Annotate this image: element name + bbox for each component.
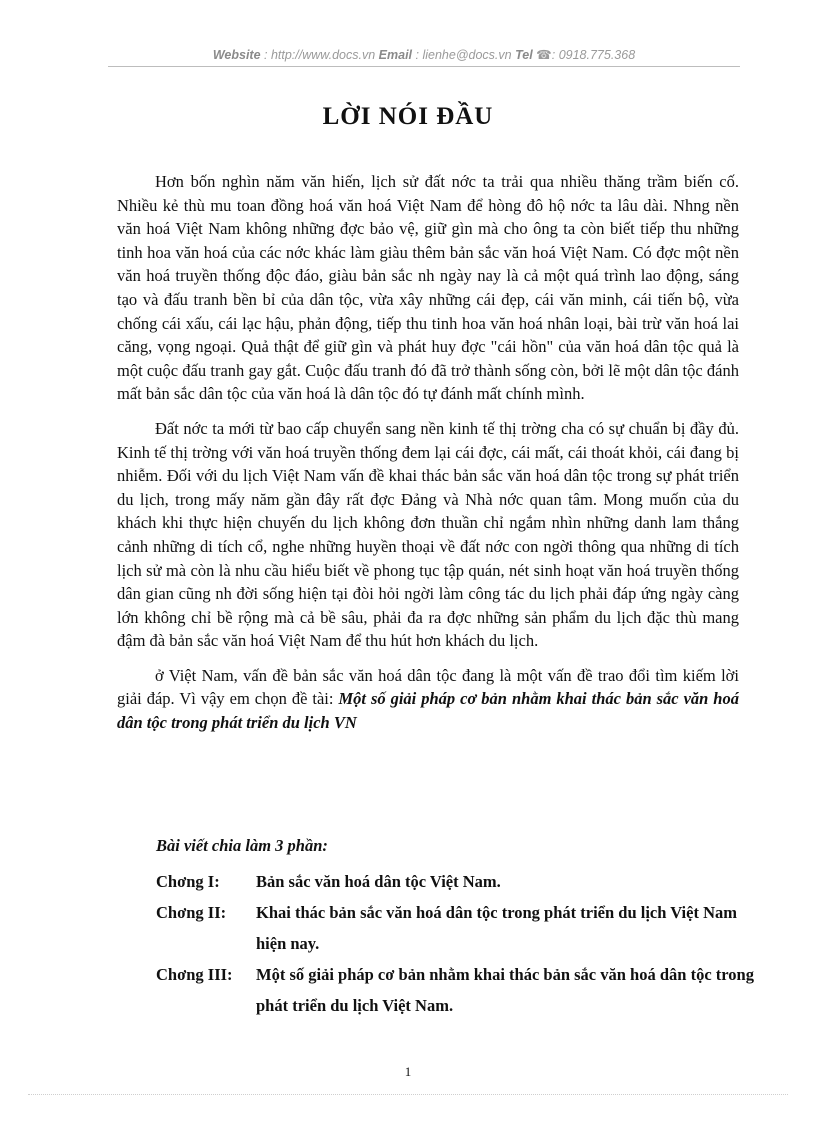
outline-intro: Bài viết chia làm 3 phần: (156, 836, 328, 855)
document-body (117, 170, 739, 746)
chapter-title: Khai thác bản sắc văn hoá dân tộc trong phát triển du lịch Việt Nam hiện nay. (256, 903, 737, 953)
chapter-number: Chơng I: (156, 872, 220, 891)
paragraph-3 (117, 664, 739, 735)
chapter-item (156, 866, 756, 897)
phone-icon: ☎ (536, 48, 552, 62)
page-header (108, 47, 740, 62)
chapter-title: Một số giải pháp cơ bản nhằm khai thác bản sắc văn hoá dân tộc trong phát triển du lịch Việt Nam. (256, 965, 754, 1015)
paragraph-1: Hơn bốn nghìn năm văn hiến, lịch sử đất nớc ta trải qua nhiều thăng trầm biến cố. Nhiều kẻ thù mu toan đồng hoá văn hoá Việt Nam để hòng đô hộ nớc ta lâu dài. Nhng nền văn hoá Việt Nam không những đợc bảo vệ, giữ gìn mà cho ông ta còn biết tiếp thu những tinh hoa văn hoá của các nớc khác làm giàu thêm bản sắc văn hoá Việt Nam. Có đợc một nền văn hoá truyền thống độc đáo, giàu bản sắc nh ngày nay là cả một quá trình lao động, sáng tạo và đấu tranh bền bỉ của dân tộc, vừa xây những cái đẹp, cái văn minh, cái tiến bộ, vừa chống cái xấu, cái lạc hậu, phản động, tiếp thu tinh hoa văn hoá nhân loại, bài trừ văn hoá lai căng, vọng ngoại. Quả thật để giữ gìn và phát huy đợc "cái hồn" của văn hoá dân tộc quả là một cuộc đấu tranh gay gắt. Cuộc đấu tranh đó đã trở thành sống còn, bởi lẽ một dân tộc đánh mất bản sắc dân tộc của văn hoá là dân tộc đó tự đánh mất chính mình. (117, 172, 739, 404)
chapter-number: Chơng II: (156, 903, 227, 922)
footer-divider (28, 1094, 788, 1095)
chapter-item (156, 897, 756, 959)
email-value: : lienhe@docs.vn (415, 48, 512, 62)
chapter-item (156, 959, 756, 1021)
header-divider (108, 66, 740, 67)
email-label: Email (378, 48, 413, 62)
website-label: Website (212, 48, 261, 62)
paragraph-3-lead: ở Việt Nam, vấn đề bản sắc văn hoá dân tộc đang là một vấn đề trao đổi tìm kiếm lời giải đáp. Vì vậy em chọn đề tài: (117, 665, 739, 709)
website-value: : http://www.docs.vn (264, 48, 376, 62)
page-title: LỜI NÓI ĐẦU (322, 103, 494, 130)
paragraph-2: Đất nớc ta mới từ bao cấp chuyển sang nền kinh tế thị trờng cha có sự chuẩn bị đầy đủ. Kinh tế thị trờng với văn hoá truyền thống đem lại cái đợc, cái mất, cái thoát khỏi, cái đang bị nhiễm. Đối với du lịch Việt Nam vấn đề khai thác bản sắc văn hoá dân tộc trong sự phát triển du lịch, trong mấy năm gần đây rất đợc Đảng và Nhà nớc quan tâm. Mong muốn của du khách khi thực hiện chuyến du lịch không đơn thuần chỉ ngắm nhìn những danh lam thắng cảnh những di tích cổ, nghe những huyền thoại về đất nớc con ngời thông qua những di tích lịch sử mà còn là nhu cầu hiểu biết về phong tục tập quán, nét sinh hoạt văn hoá truyền thống dân gian cũng nh đời sống hiện tại đòi hỏi ngời làm công tác du lịch phải đáp ứng ngày càng lớn không chỉ bề rộng mà cả bề sâu, phải đa ra đợc những sản phẩm du lịch đặc thù mang đậm đà bản sắc văn hoá Việt Nam để thu hút hơn khách du lịch. (117, 418, 739, 651)
tel-value: : 0918.775.368 (551, 48, 636, 62)
chapter-title: Bản sắc văn hoá dân tộc Việt Nam. (256, 872, 501, 891)
tel-label: Tel (515, 48, 533, 62)
page-number: 1 (404, 1064, 412, 1079)
chapter-number: Chơng III: (156, 965, 233, 984)
chapter-outline (156, 836, 756, 1021)
thesis-topic: Một số giải pháp cơ bản nhằm khai thác bản sắc văn hoá dân tộc trong phát triển du lịch VN (117, 689, 739, 733)
